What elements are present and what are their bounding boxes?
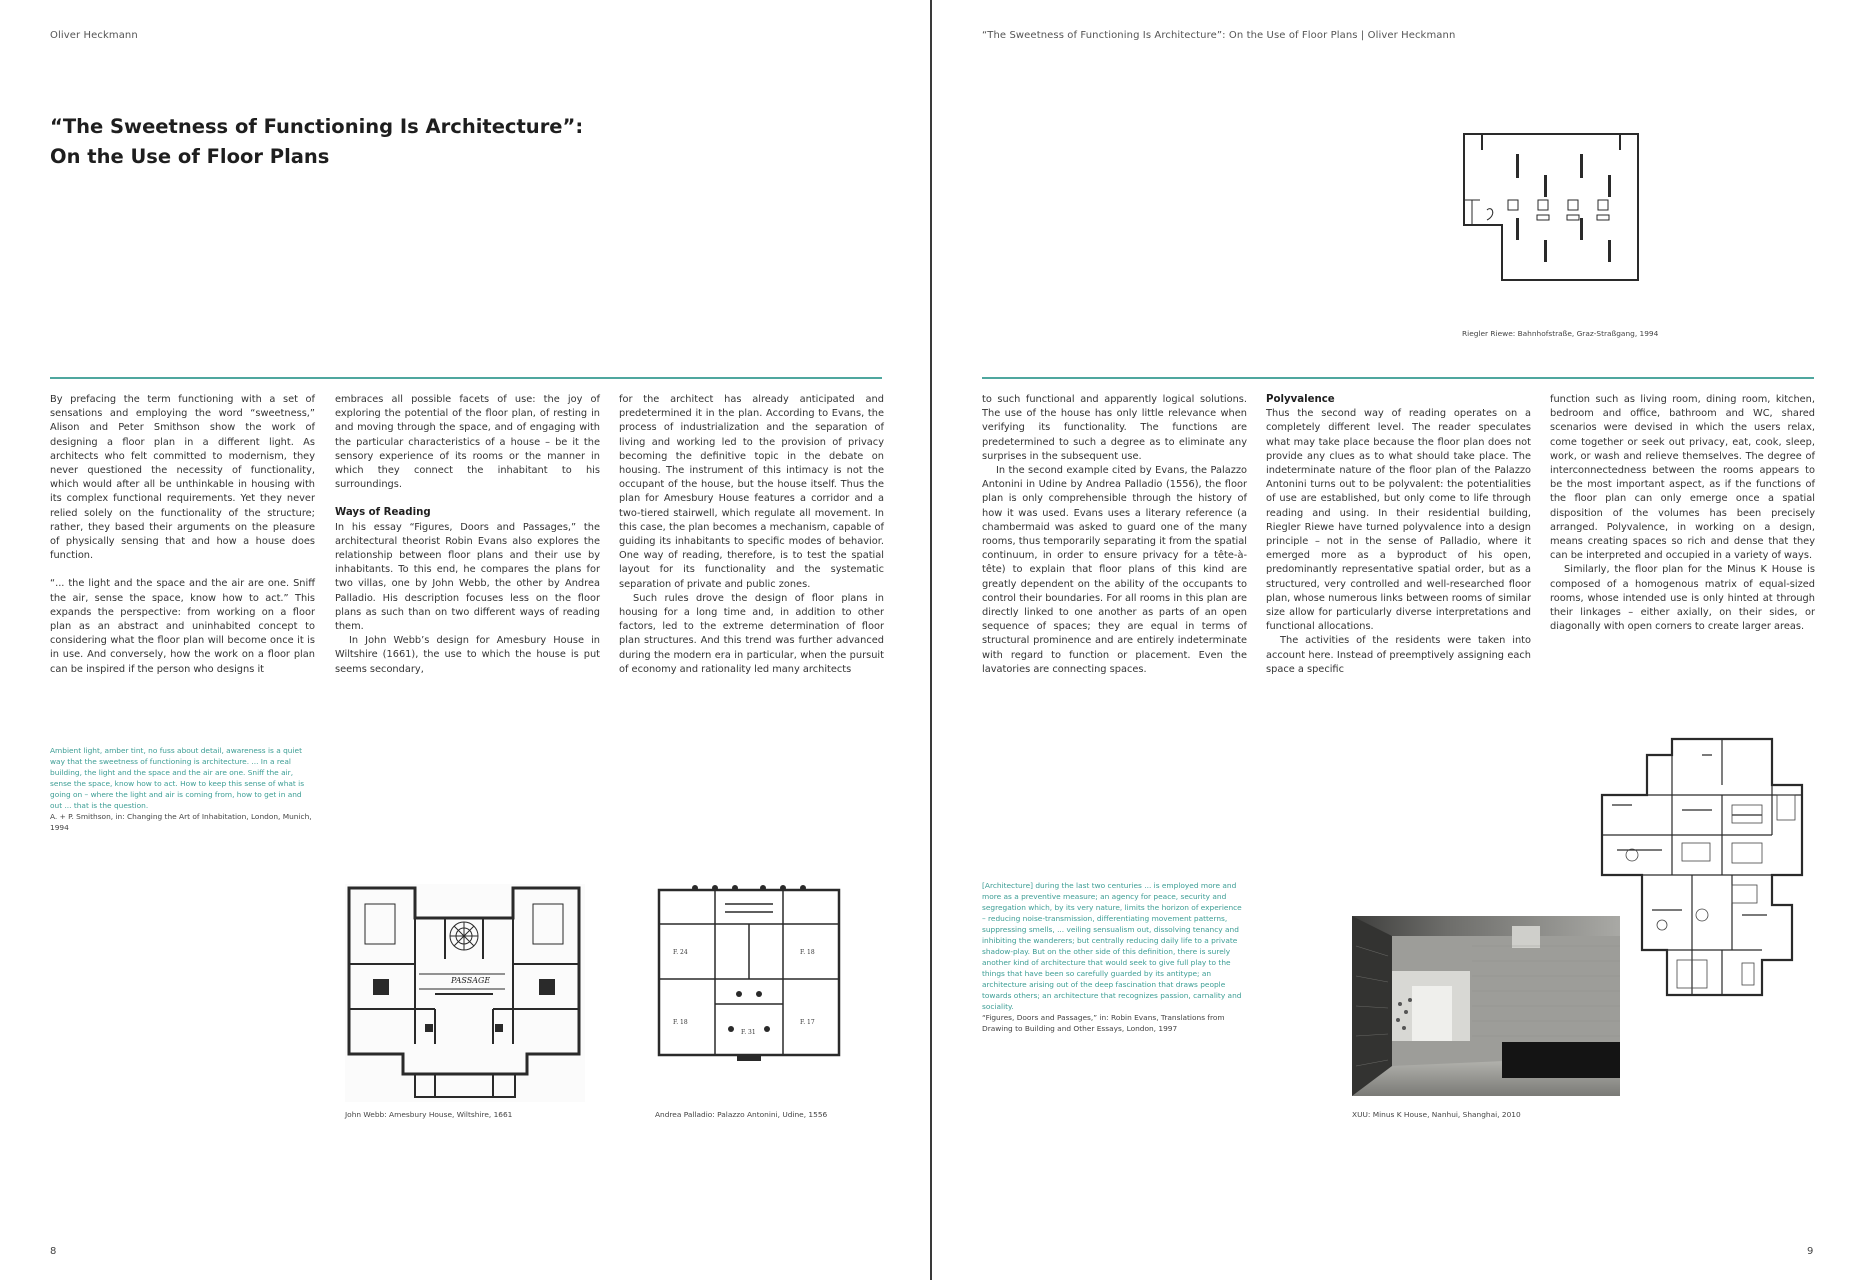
sidenote-text: [Architecture] during the last two centuries ... is employed more and more as a preventive measure; an agency for peace, security and segregation which, by its very nature, limits the horizon of experience – reducing noise-transmission, differentiating movement patterns, suppressing smells, ... veiling sensualism out, dissolving tenancy and inhibiting the wanderers; but centrally reducing daily life to a private shadow-play. But on the other side of this definition, there is surely another kind of architecture that would seek to give full play to the things that have been so carefully guarded by its antitype; an architecture arising out of the deep fascination that draws people towards others; an architecture that recognizes passion, carnality and sociality.: [982, 881, 1242, 1011]
palazzo-antonini-floor-plan: [655, 884, 845, 1064]
text-column-1: [982, 393, 1247, 677]
riegler-riewe-floor-plan: [1462, 130, 1642, 285]
interior-photograph: [1352, 916, 1620, 1096]
paragraph: In the second example cited by Evans, the Palazzo Antonini in Udine by Andrea Palladio (1556), the floor plan is only comprehensible through the history of how it was used. Evans uses a literary reference (a chambermaid was asked to guard one of the many rooms, thus temporarily separating it from the spatial continuum, in order to ensure privacy for a tête-à-tête) to explain that floor plans of this kind are greatly dependent on the ability of the occupants to control their boundaries. For all rooms in this plan are directly linked to one another as parts of an open sequence of spaces; they are equal in terms of structural prominence and are entirely indeterminate with regard to function or placement. Even the lavatories are connecting spaces.: [982, 465, 1247, 675]
sidenote-text: Ambient light, amber tint, no fuss about detail, awareness is a quiet way that the sweetness of functioning is architecture. ... In a real building, the light and the space and the air are one. Sniff the air, sense the space, know how to act. How to keep this sense of what is going on – where the light and air is coming from, how to get in and out ... that is the question.: [50, 746, 305, 810]
paragraph: Thus the second way of reading operates on a completely different level. The reader speculates what may take place because the floor plan does not provide any clues as to what should take place. The indeterminate nature of the floor plan of the Palazzo Antonini turns out to be polyvalent: the potentialities of use are established, but only come to life through reading and using. In their residential building, Riegler Riewe have turned polyvalence into a design principle – not in the sense of Palladio, where it emerged more as a byproduct of his open, predominantly representative spatial order, but as a structured, very controlled and well-researched floor plan, whose numerous links between rooms of similar size allow for particularly diverse interpretations and functional allocations.: [1266, 408, 1531, 633]
running-head: Oliver Heckmann: [50, 30, 138, 41]
text-column-2: [335, 393, 600, 677]
running-head: “The Sweetness of Functioning Is Architecture”: On the Use of Floor Plans | Oliver Heckmann: [982, 30, 1456, 41]
article-title: [50, 112, 583, 172]
title-line-2: On the Use of Floor Plans: [50, 145, 330, 168]
section-rule: [50, 377, 882, 379]
paragraph: for the architect has already anticipated and predetermined it in the plan. According to Evans, the process of industrialization and the separation of living and working led to the provision of privacy becoming the definitive topic in the debate on housing. The instrument of this intimacy is not the occupant of the house, but the house itself. Thus the plan for Amesbury House features a corridor and a two-tiered stairwell, which regulate all movement. In this case, the plan becomes a mechanism, capable of guiding its inhabitants to specific modes of behavior. One way of reading, therefore, is to test the spatial layout for its functionality and the systematic separation of private and public zones.: [619, 394, 884, 590]
figure-caption: Riegler Riewe: Bahnhofstraße, Graz-Straßgang, 1994: [1462, 329, 1659, 338]
subheading: Polyvalence: [1266, 394, 1335, 405]
svg-text:F. 24: F. 24: [673, 949, 688, 956]
figure-caption: John Webb: Amesbury House, Wiltshire, 1661: [345, 1110, 513, 1119]
paragraph: embraces all possible facets of use: the joy of exploring the potential of the floor plan, of resting in and moving through the space, and of engaging with the particular characteristics of a house – be it the sensory experience of its rooms or the manner in which they connect the inhabitant to his surroundings.: [335, 394, 600, 491]
paragraph: “... the light and the space and the air are one. Sniff the air, sense the space, know how to act.” This expands the perspective: from working on a floor plan as an abstract and uninhabited concept to considering what the floor plan will become once it is in use. And conversely, how the work on a floor plan can be inspired if the person who designs it: [50, 578, 315, 675]
text-column-1: [50, 393, 315, 677]
sidenote-quote: [50, 745, 312, 833]
text-column-3: [1550, 393, 1815, 634]
left-page: [0, 0, 930, 1280]
paragraph: The activities of the residents were taken into account here. Instead of preemptively assigning each space a specific: [1266, 635, 1531, 675]
subheading: Ways of Reading: [335, 507, 431, 519]
page-number: 9: [1807, 1246, 1814, 1257]
paragraph: Similarly, the floor plan for the Minus K House is composed of a homogenous matrix of equal-sized rooms, whose intended use is only hinted at through their linkages – either axially, on their sides, or diagonally with open corners to create larger areas.: [1550, 564, 1815, 633]
amesbury-floor-plan: [345, 884, 585, 1102]
right-page: [932, 0, 1862, 1280]
svg-text:F. 17: F. 17: [800, 1019, 815, 1026]
text-column-3: [619, 393, 884, 677]
page-number: 8: [50, 1246, 57, 1257]
sidenote-quote: [982, 880, 1244, 1034]
paragraph: By prefacing the term functioning with a set of sensations and employing the word “sweetness,” Alison and Peter Smithson show the work of designing a floor plan in a different light. As architects who felt committed to modernism, they never questioned the necessity of functionality, which would after all be unthinkable in housing with its complex functional requirements. Yet they never relied solely on the functionality of the structure; rather, they based their arguments on the pleasure of physically sensing that and how a house does function.: [50, 394, 315, 562]
paragraph: In John Webb’s design for Amesbury House in Wiltshire (1661), the use to which the house is put seems secondary,: [335, 635, 600, 675]
svg-text:F. 18: F. 18: [800, 949, 815, 956]
paragraph: In his essay “Figures, Doors and Passages,” the architectural theorist Robin Evans also explores the relationship between floor plans and their use by inhabitants. To this end, he compares the plans for two villas, one by John Webb, the other by Andrea Palladio. His description focuses less on the floor plans as such than on two different ways of reading them.: [335, 521, 600, 633]
paragraph: to such functional and apparently logical solutions. The use of the house has only little relevance when verifying its functionality. The functions are predetermined to such a degree as to eliminate any surprises in the subsequent use.: [982, 394, 1247, 462]
svg-text:F. 31: F. 31: [741, 1029, 756, 1036]
paragraph: function such as living room, dining room, kitchen, bedroom and office, bathroom and WC, shared scenarios were devised in which the users relax, come together or seek out privacy, eat, cook, sleep, work, or wash and relieve themselves. The degree of interconnectedness between the rooms appears to be the most important aspect, as if the functions of the floor plan can only emerge once a spatial disposition of the volumes has been precisely arranged. Polyvalence, in working on a design, means creating spaces so rich and dense that they can be interpreted and occupied in a variety of ways.: [1550, 394, 1815, 562]
paragraph: Such rules drove the design of floor plans in housing for a long time and, in addition to other factors, led to the extreme determination of floor plan structures. And this trend was further advanced during the modern era in particular, when the pursuit of economy and rationality led many architects: [619, 592, 884, 675]
svg-text:F. 18: F. 18: [673, 1019, 688, 1026]
sidenote-source: “Figures, Doors and Passages,” in: Robin Evans, Translations from Drawing to Building and Other Essays, London, 1997: [982, 1013, 1225, 1033]
section-rule: [982, 377, 1814, 379]
title-line-1: “The Sweetness of Functioning Is Architecture”:: [50, 115, 584, 138]
photo-caption: XUU: Minus K House, Nanhui, Shanghai, 2010: [1352, 1110, 1521, 1119]
figure-caption: Andrea Palladio: Palazzo Antonini, Udine, 1556: [655, 1110, 828, 1119]
text-column-2: [1266, 393, 1531, 677]
passage-label: PASSAGE: [451, 976, 491, 985]
sidenote-source: A. + P. Smithson, in: Changing the Art of Inhabitation, London, Munich, 1994: [50, 812, 312, 832]
